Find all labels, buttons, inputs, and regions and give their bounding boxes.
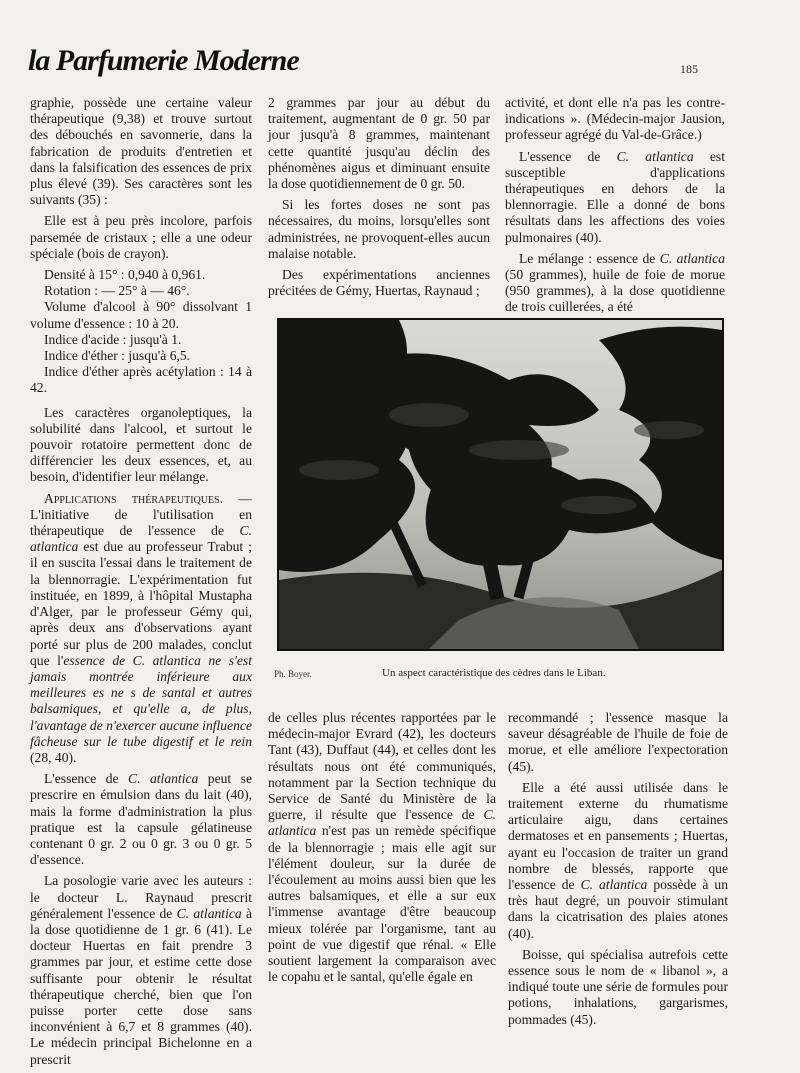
paragraph: recommandé ; l'essence masque la saveur désagréable de l'huile de foie de morue, et elle améliore l'expectoration (45). — [508, 710, 728, 774]
paragraph: de celles plus récentes rapportées par le médecin-major Evrard (42), les docteurs Tant (43), Duffaut (44), et celles dont les résultats nous ont été communiqués, notamment par la Section technique du Service de Santé du Ministère de la guerre, il résulte que l'essence de C. atlantica n'est pas un remède spécifique de la blennorragie ; mais elle agit sur l'élément douleur, sur la durée de l'écoulement au moins aussi bien que les autres balsamiques, et elle a sur eux l'immense avantage d'être beaucoup mieux tolérée par l'organisme, tant au point de vue digestif que rénal. « Elle soutient largement la comparaison avec le copahu et le santal, qu'elle égale en — [268, 710, 496, 985]
spec-item: Densité à 15° : 0,940 à 0,961. — [44, 267, 206, 283]
paragraph: Les caractères organoleptiques, la solubilité dans l'alcool, et surtout le pouvoir rotatoire permettent donc de différencier les deux essences, et, au besoin, d'identifier leur mélange. — [30, 404, 252, 485]
spec-item: Indice d'acide : jusqu'à 1. — [44, 331, 182, 347]
paragraph: Boisse, qui spécialisa autrefois cette essence sous le nom de « libanol », a indiqué toute une série de formules pour potions, inhalations, gargarismes, pommades (45). — [508, 946, 728, 1027]
spec-item: Indice d'éther : jusqu'à 6,5. — [44, 348, 191, 364]
paragraph: La posologie varie avec les auteurs : le docteur L. Raynaud prescrit généralement l'essence de C. atlantica à la dose quotidienne de 1 gr. 6 (41). Le docteur Huertas en fait prendre 3 grammes par jour, et estime cette dose suffisante pour obtenir le résultat thérapeutique cherché, bien que l'on puisse porter cette dose sans inconvénient à 6,7 et 8 grammes (40). Le médecin principal Bichelonne en a prescrit — [30, 873, 252, 1067]
paragraph: graphie, possède une certaine valeur thérapeutique (9,38) et trouve surtout des débouchés en savonnerie, dans la fabrication de produits d'entretien et dans la falsification des essences de prix plus élevé (39). Ses caractères sont les suivants (35) : — [30, 95, 252, 208]
photo-credit: Ph. Boyer. — [274, 669, 312, 679]
paragraph: L'essence de C. atlantica peut se prescrire en émulsion dans du lait (40), mais la forme d'administration la plus pratique est la capsule gélatineuse contenant 0 gr. 2 ou 0 gr. 3 ou 0 gr. 5 d'essence. — [30, 771, 252, 868]
essence-specifications-list — [30, 267, 252, 397]
spec-item: Indice d'éther après acétylation : 14 à 42. — [30, 364, 252, 396]
paragraph: 2 grammes par jour au début du traitement, augmentant de 0 gr. 50 par jour jusqu'à 8 grammes, maintenant cette quantité jusqu'au déclin des phénomènes aigus et diminuant ensuite la dose quotidiennement de 0 gr. 50. — [268, 95, 490, 192]
text-column-left — [30, 95, 252, 1073]
cedar-trees-image — [279, 320, 722, 649]
spec-item: Rotation : — 25° à — 46°. — [44, 283, 190, 299]
section-heading: Applications thérapeutiques. — — [44, 490, 252, 506]
paragraph: Si les fortes doses ne sont pas nécessaires, du moins, lorsqu'elles sont administrées, ne provoquent-elles aucun malaise notable. — [268, 197, 490, 261]
paragraph: L'essence de C. atlantica est susceptible d'applications thérapeutiques en dehors de la blennorragie. Elle a donné de bons résultats dans les affections des voies pulmonaires (40). — [505, 148, 725, 245]
cedar-photograph — [277, 318, 724, 651]
paragraph: activité, et dont elle n'a pas les contre-indications ». (Médecin-major Jausion, professeur agrégé du Val-de-Grâce.) — [505, 95, 725, 143]
paragraph: Des expérimentations anciennes précitées de Gémy, Huertas, Raynaud ; — [268, 267, 490, 299]
figure-caption: Un aspect caractéristique des cèdres dans le Liban. — [382, 667, 606, 679]
text-column-middle-bottom — [268, 710, 496, 990]
paragraph: Le mélange : essence de C. atlantica (50 grammes), huile de foie de morue (950 grammes), à la dose quotidienne de trois cuillerées, a été — [505, 250, 725, 315]
text-column-middle-top — [268, 95, 490, 304]
text-column-right-top — [505, 95, 725, 321]
masthead-logo: la Parfumerie Moderne — [28, 44, 299, 77]
spec-item: Volume d'alcool à 90° dissolvant 1 volume d'essence : 10 à 20. — [30, 299, 252, 331]
paragraph: Elle a été aussi utilisée dans le traitement externe du rhumatisme articulaire aigu, dans certaines dermatoses et en pansements ; Huertas, ayant eu l'occasion de traiter un grand nombre de blessés, rapporte que l'essence de C. atlantica possède à un très haut degré, un pouvoir stimulant dans la cicatrisation des plaies atones (40). — [508, 779, 728, 941]
text-column-right-bottom — [508, 710, 728, 1033]
page-number: 185 — [680, 62, 698, 76]
paragraph: Elle est à peu près incolore, parfois parsemée de cristaux ; elle a une odeur spéciale (bois de crayon). — [30, 213, 252, 261]
paragraph-applications: Applications thérapeutiques. — L'initiative de l'utilisation en thérapeutique de l'essence de C. atlantica est due au professeur Trabut ; il en suscita l'essai dans le traitement de la blennorragie. L'expérimentation fut instituée, en 1899, à l'hôpital Mustapha d'Alger, par le professeur Gémy qui, après deux ans d'observations ayant porté sur plus de 200 malades, conclut que l'essence de C. atlantica ne s'est jamais montrée inférieure aux meilleures es ne s de santal et autres balsamiques, et qu'elle a, de plus, l'avantage de n'exercer aucune influence fâcheuse sur le tube digestif et le rein (28, 40). — [30, 490, 252, 765]
